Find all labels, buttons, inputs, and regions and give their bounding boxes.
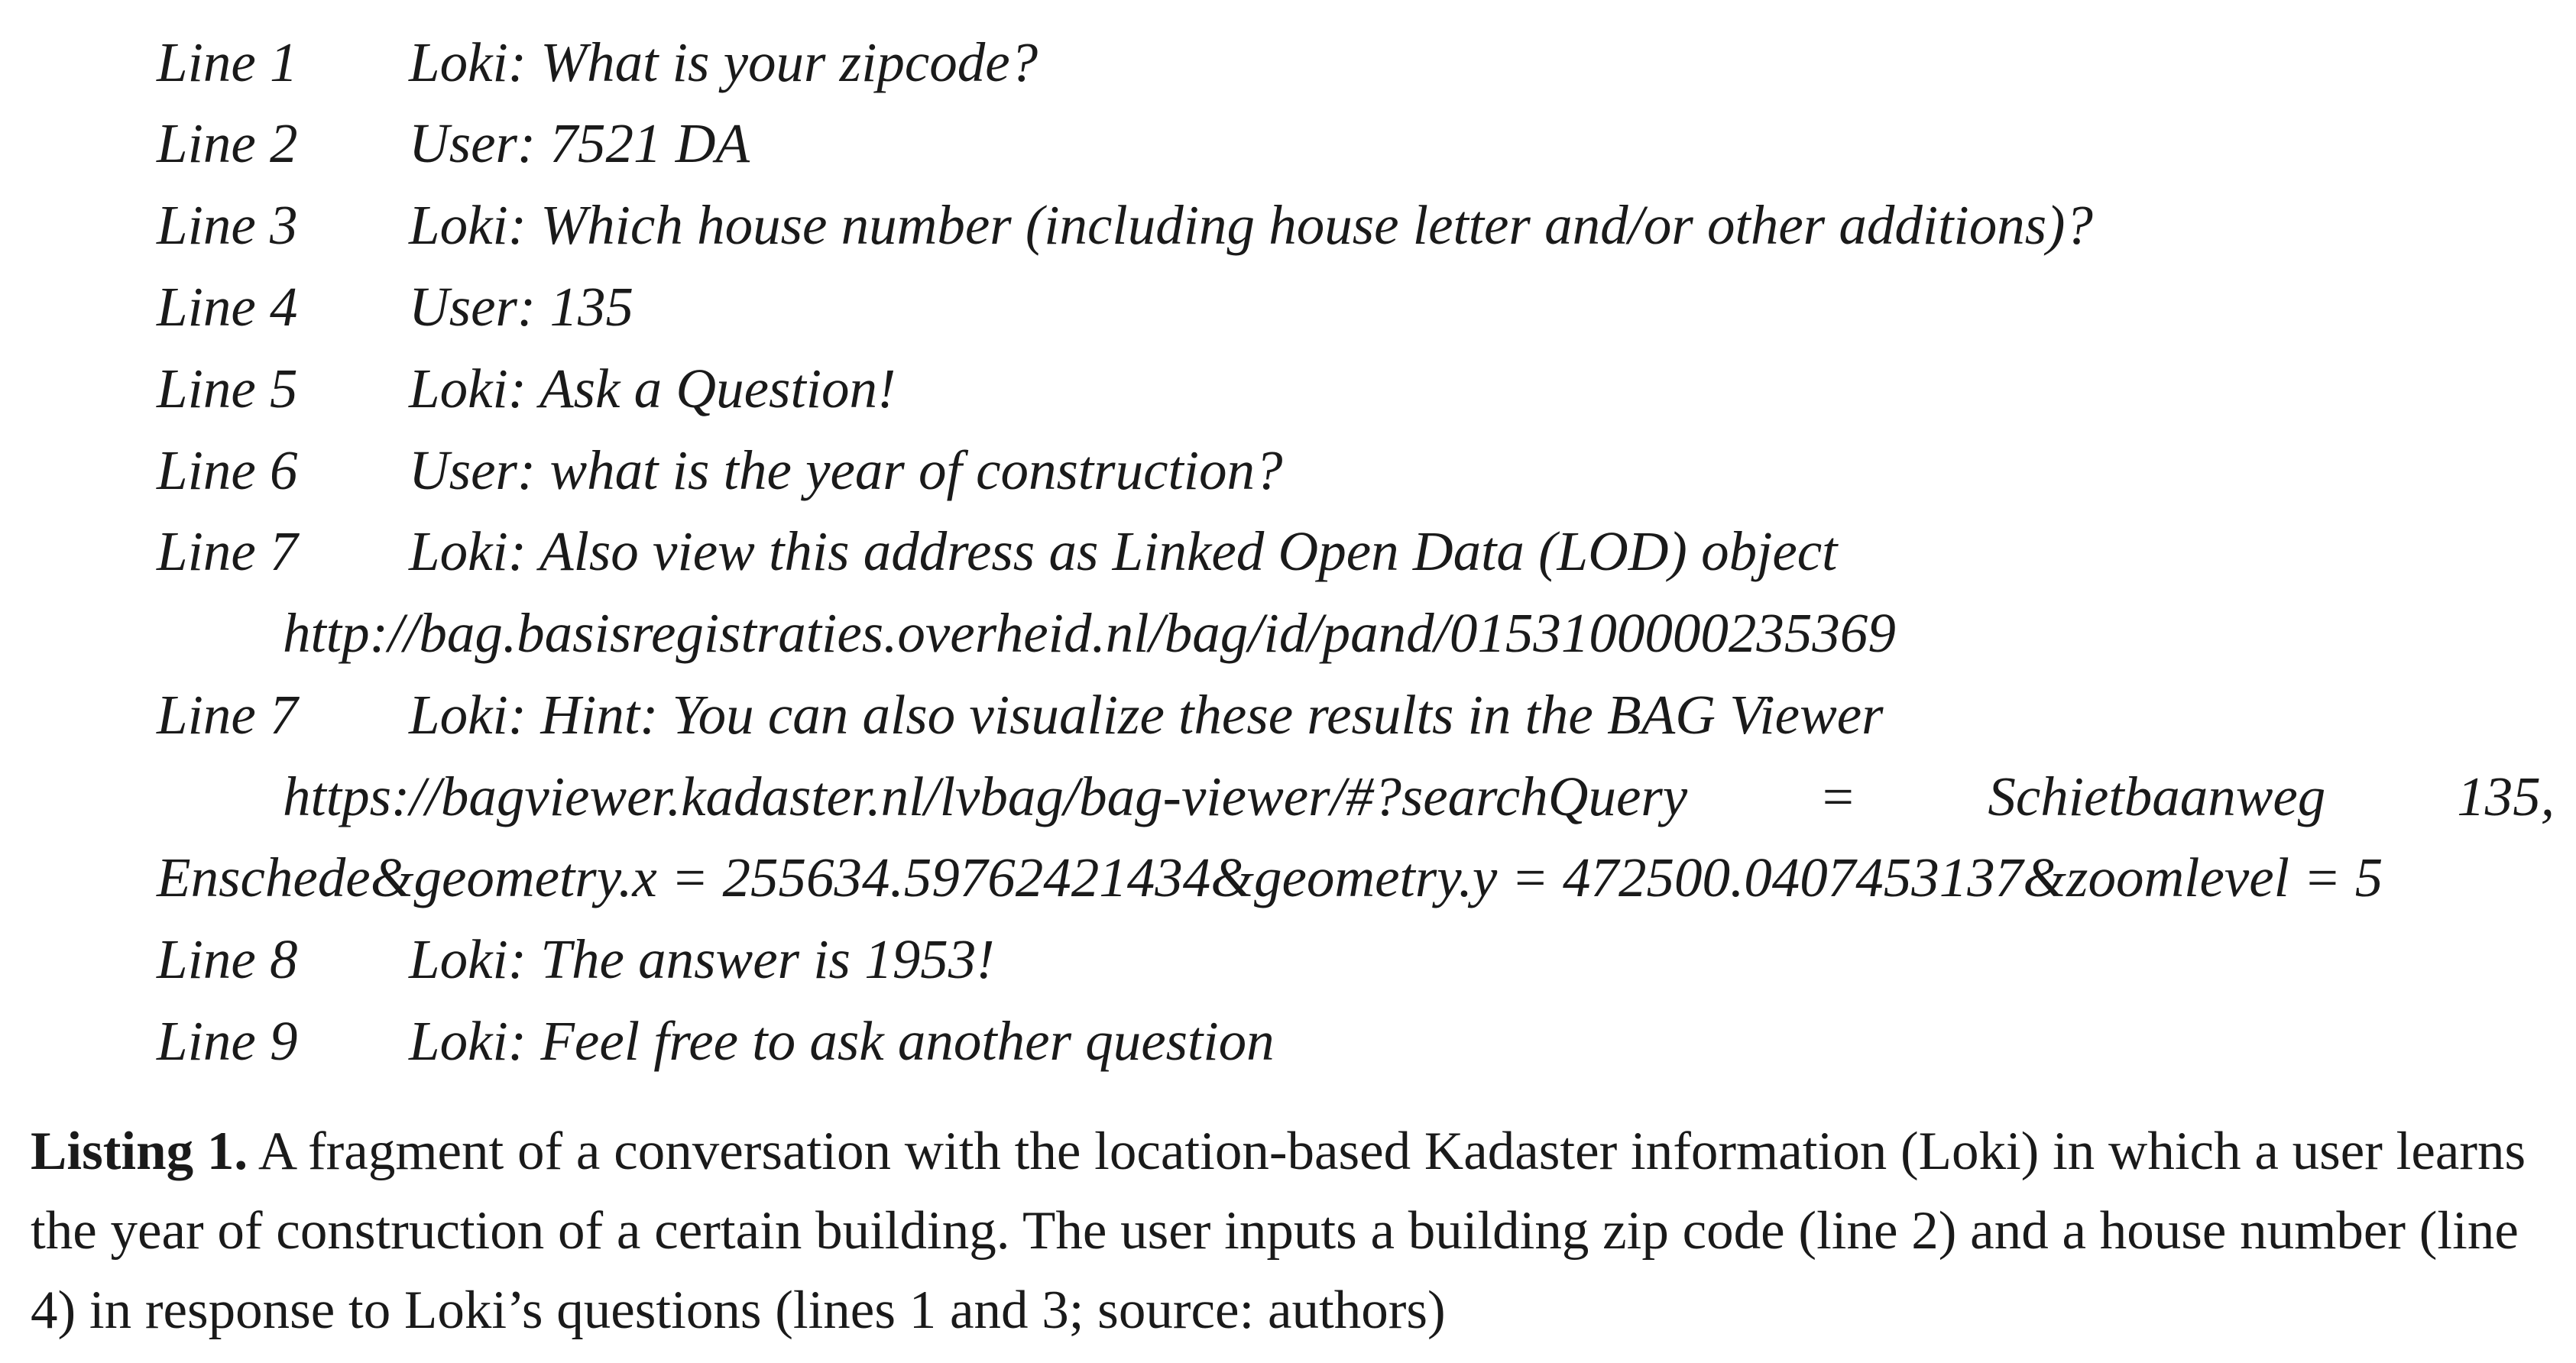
line-number: Line 2 — [157, 112, 298, 174]
url-part: https://bagviewer.kadaster.nl/lvbag/bag-viewer/#?searchQuery — [283, 766, 1688, 827]
line-text: Loki: Which house number (including house letter and/or other additions)? — [409, 194, 2093, 256]
line-number: Line 5 — [157, 358, 298, 419]
line-number: Line 1 — [157, 31, 298, 93]
line-number: Line 4 — [157, 276, 298, 338]
line-text: User: 7521 DA — [409, 112, 750, 174]
url-part: 135, — [2457, 766, 2555, 827]
line-number: Line 9 — [157, 1010, 298, 1072]
caption-label: Listing 1. — [31, 1122, 248, 1181]
line-number: Line 8 — [157, 928, 298, 990]
line-text: Loki: The answer is 1953! — [409, 928, 995, 990]
caption-text: A fragment of a conversation with the location-based Kadaster information (Loki) in which a user learns the year of construction of a certain building. The user inputs a building zip code (line 2) and a house number (line 4) in response to Loki’s questions (lines 1 and 3; source: authors) — [31, 1122, 2526, 1340]
line-number: Line 7 — [157, 520, 298, 582]
bag-viewer-url-continuation[interactable]: Enschede&geometry.x = 255634.59762421434&geometry.y = 472500.0407453137&zoomlevel = 5 — [157, 847, 2383, 908]
line-text: User: 135 — [409, 276, 633, 338]
line-text: Loki: Feel free to ask another question — [409, 1010, 1275, 1072]
url-part: Schietbaanweg — [1988, 766, 2326, 827]
line-text: User: what is the year of construction? — [409, 439, 1283, 501]
url-part: = — [1819, 766, 1857, 827]
line-text: Loki: What is your zipcode? — [409, 31, 1039, 93]
line-number: Line 3 — [157, 194, 298, 256]
line-text: Loki: Also view this address as Linked Open Data (LOD) object — [409, 520, 1838, 582]
line-text: Loki: Hint: You can also visualize these results in the BAG Viewer — [409, 684, 1884, 746]
bag-viewer-url[interactable] — [283, 759, 2555, 835]
line-text: Loki: Ask a Question! — [409, 358, 896, 419]
line-number: Line 7 — [157, 684, 298, 746]
line-number: Line 6 — [157, 439, 298, 501]
listing-caption — [31, 1112, 2552, 1350]
lod-url[interactable]: http://bag.basisregistraties.overheid.nl/bag/id/pand/0153100000235369 — [283, 602, 1896, 664]
